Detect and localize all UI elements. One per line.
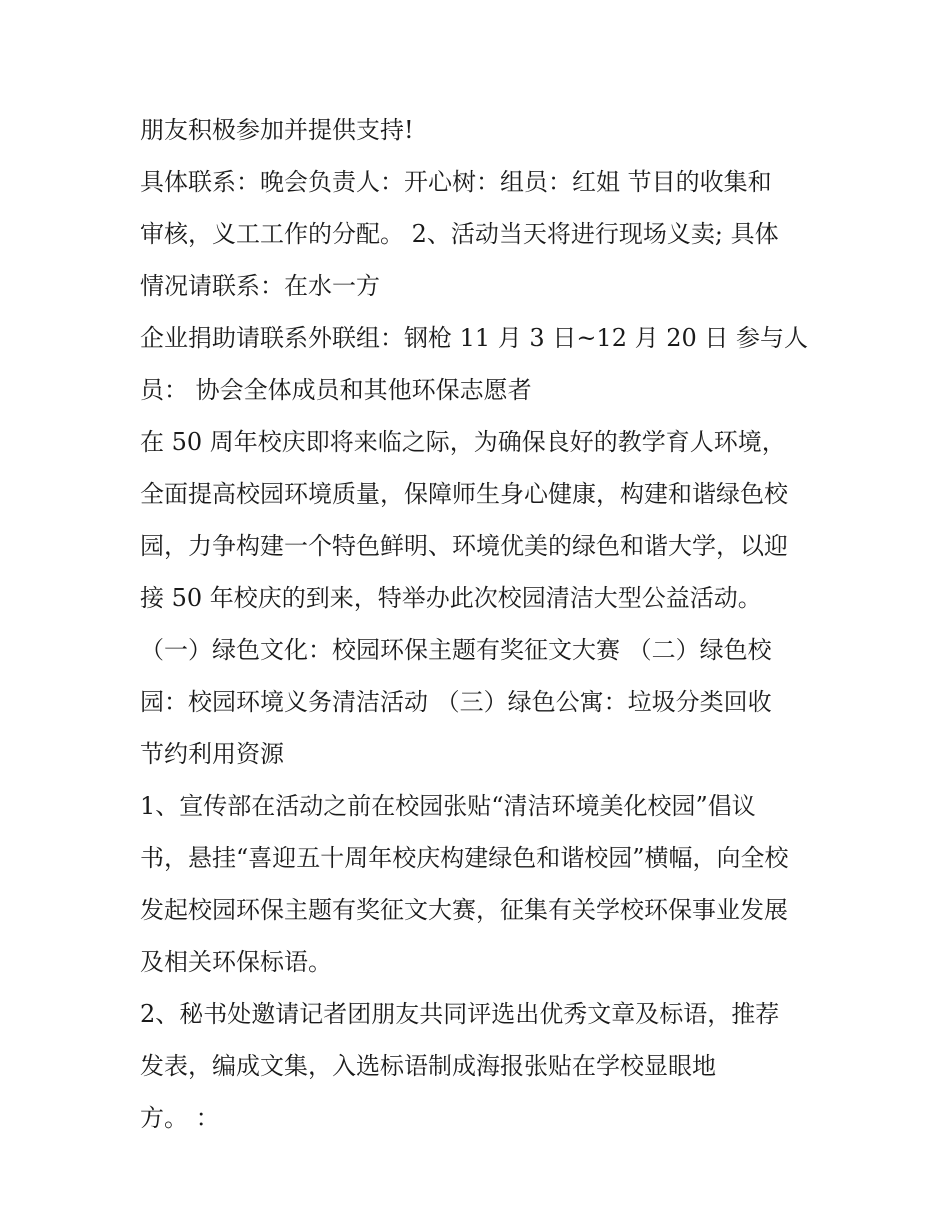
document-body: [140, 104, 830, 1144]
text-line: 及相关环保标语。: [140, 948, 332, 976]
text-line: 企业捐助请联系外联组：钢枪 11 月 3 日~12 月 20 日 参与人: [140, 324, 809, 352]
text-line: 朋友积极参加并提供支持!: [140, 116, 414, 144]
text-line: 发表，编成文集，入选标语制成海报张贴在学校显眼地: [140, 1052, 716, 1080]
text-line: 节约利用资源: [140, 740, 284, 768]
text-line: 审核，义工工作的分配。 2、活动当天将进行现场义卖; 具体: [140, 220, 779, 248]
text-line: （一）绿色文化：校园环保主题有奖征文大赛 （二）绿色校: [140, 636, 772, 664]
text-line: 在 50 周年校庆即将来临之际，为确保良好的教学育人环境，: [140, 428, 786, 456]
text-line: 方。 ：: [140, 1104, 220, 1132]
text-line: 情况请联系：在水一方: [140, 272, 380, 300]
text-line: 1、宣传部在活动之前在校园张贴“清洁环境美化校园”倡议: [140, 792, 756, 820]
text-line: 接 50 年校庆的到来，特举办此次校园清洁大型公益活动。: [140, 584, 762, 612]
text-line: 具体联系：晚会负责人：开心树：组员：红姐 节目的收集和: [140, 168, 772, 196]
text-line: 2、秘书处邀请记者团朋友共同评选出优秀文章及标语，推荐: [140, 1000, 780, 1028]
text-line: 员： 协会全体成员和其他环保志愿者: [140, 376, 532, 404]
text-line: 发起校园环保主题有奖征文大赛，征集有关学校环保事业发展: [140, 896, 788, 924]
text-line: 园：校园环境义务清洁活动 （三）绿色公寓：垃圾分类回收: [140, 688, 772, 716]
text-line: 全面提高校园环境质量，保障师生身心健康，构建和谐绿色校: [140, 480, 788, 508]
text-line: 园，力争构建一个特色鲜明、环境优美的绿色和谐大学，以迎: [140, 532, 788, 560]
text-line: 书，悬挂“喜迎五十周年校庆构建绿色和谐校园”横幅，向全校: [140, 844, 789, 872]
